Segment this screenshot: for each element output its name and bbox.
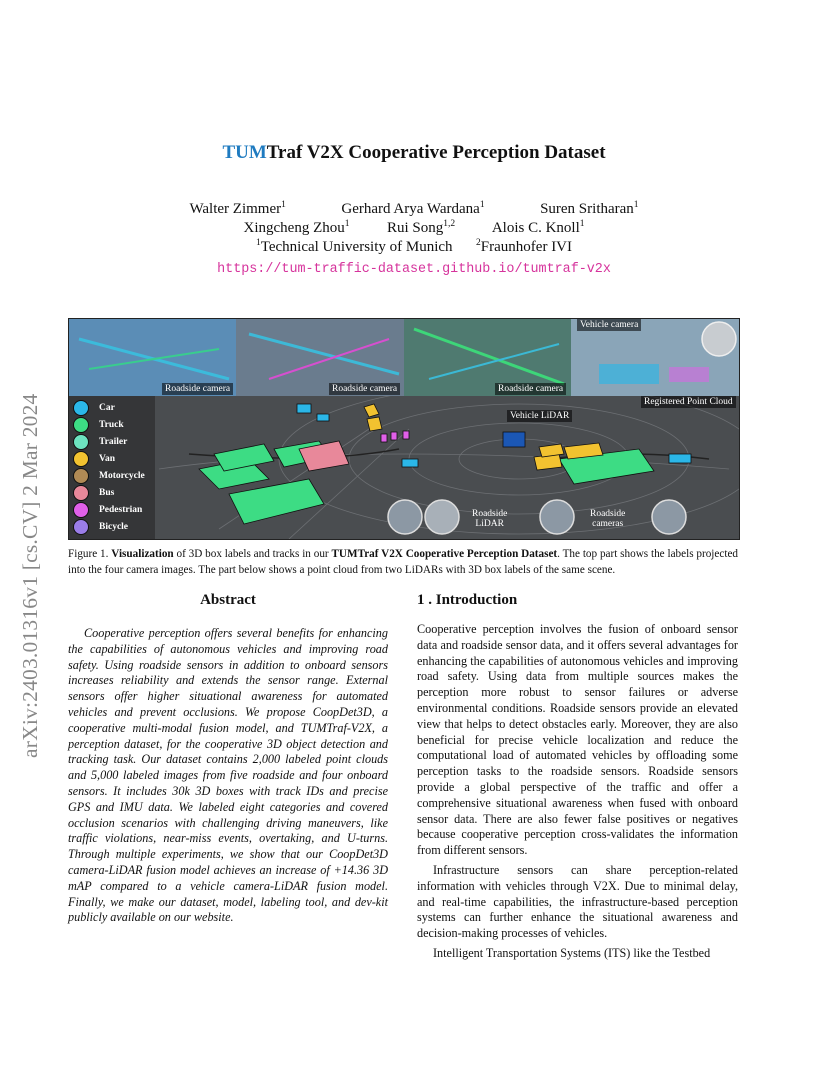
project-url-link[interactable]: https://tum-traffic-dataset.github.io/tumtraf-v2x [217,262,611,277]
title-prefix: TUM [222,142,267,163]
abstract-body: Cooperative perception offers several benefits for enhancing the capabilities of autonomous vehicles and improving road safety. Using roadside sensors in addition to onboard sensors increases reliability and extends the sensor range. External sensors offer higher situational awareness for automated vehicles and prevent occlusions. We propose CoopDet3D, a cooperative multi-modal fusion model, and TUMTraf-V2X, a perception dataset, for the cooperative 3D object detection and tracking task. Our dataset contains 2,000 labeled point clouds and 5,000 labeled images from five roadside and four onboard sensors. It includes 30k 3D boxes with track IDs and precise GPS and IMU data. We labeled eight categories and covered occlusion scenarios with challenging driving maneuvers, like traffic violations, near-miss events, overtaking, and U-turns. Through multiple experiments, we show that our CoopDet3D camera-LiDAR fusion model achieves an increase of +14.36 3D mAP compared to a vehicle camera-LiDAR fusion model. Finally, we make our dataset, model, labeling tool, and dev-kit publicly available on our website. [68,626,388,925]
author-affiliation: 1 [633,200,639,210]
legend-item [73,417,124,433]
legend-swatch [73,434,89,450]
affiliation-name: Technical University of Munich [260,239,453,255]
introduction-body [417,622,738,966]
author-name: Suren Sritharan [540,201,634,217]
author-name: Alois C. Knoll [491,220,580,236]
legend-swatch [73,468,89,484]
affiliation-number: 2 [476,238,481,248]
introduction-heading: 1 . Introduction [417,592,518,608]
legend-swatch [73,400,89,416]
author-affiliation: 1 [281,200,286,210]
legend-swatch [73,485,89,501]
caption-text: of 3D box labels and tracks in our [173,548,332,560]
legend-label: Truck [99,420,124,430]
author-affiliation: 1 [479,200,485,210]
legend-swatch [73,519,89,535]
roadside-lidar-label: Roadside LiDAR [472,509,508,529]
author-affiliation: 1 [344,219,350,229]
author-name: Walter Zimmer [189,201,282,217]
legend-item [73,400,115,416]
legend-item [73,468,145,484]
camera-label: Roadside camera [162,383,233,395]
abstract-heading: Abstract [200,592,256,608]
author-name: Gerhard Arya Wardana [341,201,480,217]
title-rest: Traf V2X Cooperative Perception Dataset [266,142,606,163]
legend-item [73,451,115,467]
intro-paragraph: Intelligent Transportation Systems (ITS) like the Testbed [433,945,711,960]
camera-label: Vehicle camera [577,319,641,331]
legend-label: Van [99,454,116,464]
camera-label: Roadside camera [329,383,400,395]
figure-visualization [68,318,740,540]
caption-label: Figure 1. [68,548,109,560]
legend-item [73,434,127,450]
point-cloud-scene [69,319,739,539]
legend-swatch [73,417,89,433]
caption-text: . The top part shows the labels projected into the four camera images. The part below shows a point cloud from two LiDARs with 3D box labels of the same scene. [68,548,739,576]
class-legend [69,396,155,539]
caption-bold: TUMTraf V2X Cooperative Perception Dataset [331,548,558,560]
legend-label: Pedestrian [99,505,143,515]
legend-swatch [73,502,89,518]
legend-label: Car [99,403,115,413]
figure-caption [68,546,738,578]
registered-point-cloud-label: Registered Point Cloud [641,396,736,408]
legend-label: Bus [99,488,115,498]
vehicle-lidar-label: Vehicle LiDAR [507,410,572,422]
affiliation-name: Fraunhofer IVI [480,239,573,255]
affiliations-line [0,234,828,257]
roadside-cameras-label: Roadside cameras [590,509,626,529]
legend-swatch [73,451,89,467]
affiliation-number: 1 [255,238,261,248]
legend-item [73,485,114,501]
author-affiliation: 1 [579,219,585,229]
legend-label: Motorcycle [99,471,145,481]
intro-paragraph: Cooperative perception involves the fusion of onboard sensor data and roadside sensor data, and it offers several advantages for enhancing the capabilities of autonomous vehicles and improving road safety. Using data from multiple sources makes the perception more robust to sensor failures or adverse environmental conditions. Roadside sensors provide an elevated view that helps to detect obstacles early. Moreover, they are also beneficial for precise vehicle localization and reduce the computational load of automated vehicles by offloading some perception tasks to the roadside sensors. Roadside sensors provide a global perspective of the traffic and offer a comprehensive situational awareness when fused with onboard sensor data. There are also fewer false positives or negatives because cooperative perception cross-validates the information from different sensors. [417,622,738,858]
legend-item [73,502,142,518]
author-name: Xingcheng Zhou [243,220,345,236]
legend-label: Trailer [99,437,128,447]
author-name: Rui Song [386,220,444,236]
paper-title [0,142,828,164]
arxiv-identifier: arXiv:2403.01316v1 [cs.CV] 2 Mar 2024 [18,393,42,758]
caption-bold: Visualization [111,548,174,560]
legend-item [73,519,128,535]
author-affiliation: 1,2 [443,219,456,229]
camera-label: Roadside camera [495,383,566,395]
intro-paragraph: Infrastructure sensors can share perception-related information with vehicles through V2X. Due to minimal delay, and real-time capabilities, the infrastructure-based perception systems can further enhance the situational awareness and decision-making processes of vehicles. [417,862,738,941]
legend-label: Bicycle [99,522,129,532]
